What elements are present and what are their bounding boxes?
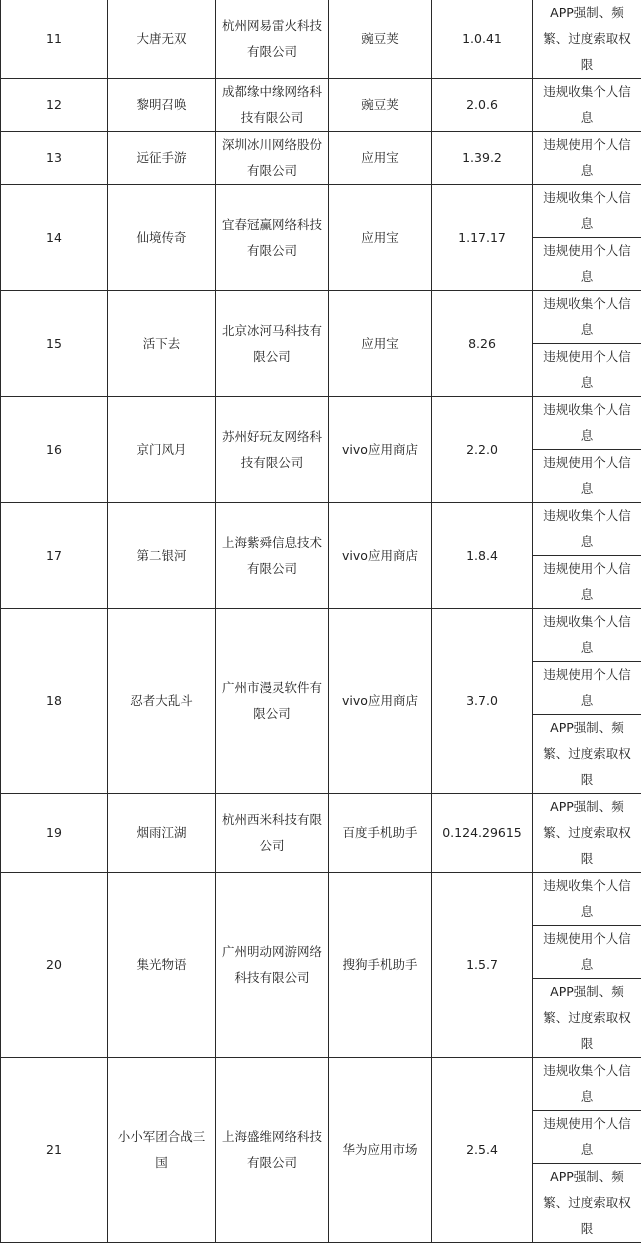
table-body [1,0,641,1243]
violation-issue-cell: APP强制、频繁、过度索取权限 [533,0,641,79]
developer-company-cell: 宜春冠赢网络科技有限公司 [216,185,329,291]
violation-issue-cell: 违规使用个人信息 [533,344,641,397]
row-number-cell: 14 [1,185,108,291]
app-store-cell: vivo应用商店 [329,503,432,609]
row-number-cell: 12 [1,79,108,132]
violation-issue-cell: APP强制、频繁、过度索取权限 [533,715,641,794]
app-version-cell: 1.8.4 [432,503,533,609]
developer-company-cell: 北京冰河马科技有限公司 [216,291,329,397]
violation-issue-cell: 违规收集个人信息 [533,873,641,926]
app-store-cell: 搜狗手机助手 [329,873,432,1058]
violation-issue-cell: 违规使用个人信息 [533,238,641,291]
violation-issue-cell: 违规使用个人信息 [533,450,641,503]
app-version-cell: 0.124.29615 [432,794,533,873]
table-row [1,873,641,926]
violation-issue-cell: 违规使用个人信息 [533,132,641,185]
app-store-cell: 百度手机助手 [329,794,432,873]
app-version-cell: 1.39.2 [432,132,533,185]
app-store-cell: 应用宝 [329,291,432,397]
table-row [1,397,641,450]
app-name-cell: 仙境传奇 [108,185,216,291]
app-version-cell: 2.2.0 [432,397,533,503]
table-row [1,1058,641,1111]
app-name-cell: 大唐无双 [108,0,216,79]
app-store-cell: 应用宝 [329,132,432,185]
app-name-cell: 京门风月 [108,397,216,503]
violation-issue-cell: 违规收集个人信息 [533,291,641,344]
table-row [1,609,641,662]
app-store-cell: vivo应用商店 [329,397,432,503]
row-number-cell: 20 [1,873,108,1058]
violation-issue-cell: APP强制、频繁、过度索取权限 [533,794,641,873]
table-row [1,132,641,185]
app-name-cell: 活下去 [108,291,216,397]
row-number-cell: 15 [1,291,108,397]
developer-company-cell: 杭州西米科技有限公司 [216,794,329,873]
app-store-cell: 应用宝 [329,185,432,291]
app-store-cell: 豌豆荚 [329,0,432,79]
violation-issue-cell: 违规收集个人信息 [533,397,641,450]
app-name-cell: 烟雨江湖 [108,794,216,873]
violation-issue-cell: 违规收集个人信息 [533,79,641,132]
violation-issue-cell: 违规使用个人信息 [533,556,641,609]
table-row [1,503,641,556]
violation-issue-cell: 违规使用个人信息 [533,926,641,979]
row-number-cell: 13 [1,132,108,185]
row-number-cell: 16 [1,397,108,503]
table-row [1,794,641,873]
app-name-cell: 远征手游 [108,132,216,185]
violation-issue-cell: 违规收集个人信息 [533,503,641,556]
developer-company-cell: 杭州网易雷火科技有限公司 [216,0,329,79]
app-version-cell: 1.0.41 [432,0,533,79]
app-version-cell: 1.17.17 [432,185,533,291]
violation-issue-cell: 违规收集个人信息 [533,609,641,662]
row-number-cell: 21 [1,1058,108,1243]
row-number-cell: 19 [1,794,108,873]
app-version-cell: 8.26 [432,291,533,397]
app-name-cell: 黎明召唤 [108,79,216,132]
violation-issue-cell: APP强制、频繁、过度索取权限 [533,1164,641,1243]
app-version-cell: 3.7.0 [432,609,533,794]
violation-issue-cell: 违规收集个人信息 [533,185,641,238]
table-row [1,0,641,79]
table-row [1,185,641,238]
app-version-cell: 1.5.7 [432,873,533,1058]
row-number-cell: 17 [1,503,108,609]
table-row [1,291,641,344]
developer-company-cell: 深圳冰川网络股份有限公司 [216,132,329,185]
app-version-cell: 2.5.4 [432,1058,533,1243]
violation-issue-cell: APP强制、频繁、过度索取权限 [533,979,641,1058]
developer-company-cell: 上海紫舜信息技术有限公司 [216,503,329,609]
app-name-cell: 第二银河 [108,503,216,609]
app-store-cell: 豌豆荚 [329,79,432,132]
app-name-cell: 忍者大乱斗 [108,609,216,794]
app-version-cell: 2.0.6 [432,79,533,132]
violation-issue-cell: 违规使用个人信息 [533,662,641,715]
violation-issue-cell: 违规收集个人信息 [533,1058,641,1111]
developer-company-cell: 广州市漫灵软件有限公司 [216,609,329,794]
developer-company-cell: 苏州好玩友网络科技有限公司 [216,397,329,503]
row-number-cell: 11 [1,0,108,79]
app-store-cell: vivo应用商店 [329,609,432,794]
violation-issue-cell: 违规使用个人信息 [533,1111,641,1164]
app-store-cell: 华为应用市场 [329,1058,432,1243]
developer-company-cell: 广州明动网游网络科技有限公司 [216,873,329,1058]
app-name-cell: 集光物语 [108,873,216,1058]
developer-company-cell: 成都缘中缘网络科技有限公司 [216,79,329,132]
table-row [1,79,641,132]
row-number-cell: 18 [1,609,108,794]
developer-company-cell: 上海盛维网络科技有限公司 [216,1058,329,1243]
app-name-cell: 小小军团合战三国 [108,1058,216,1243]
